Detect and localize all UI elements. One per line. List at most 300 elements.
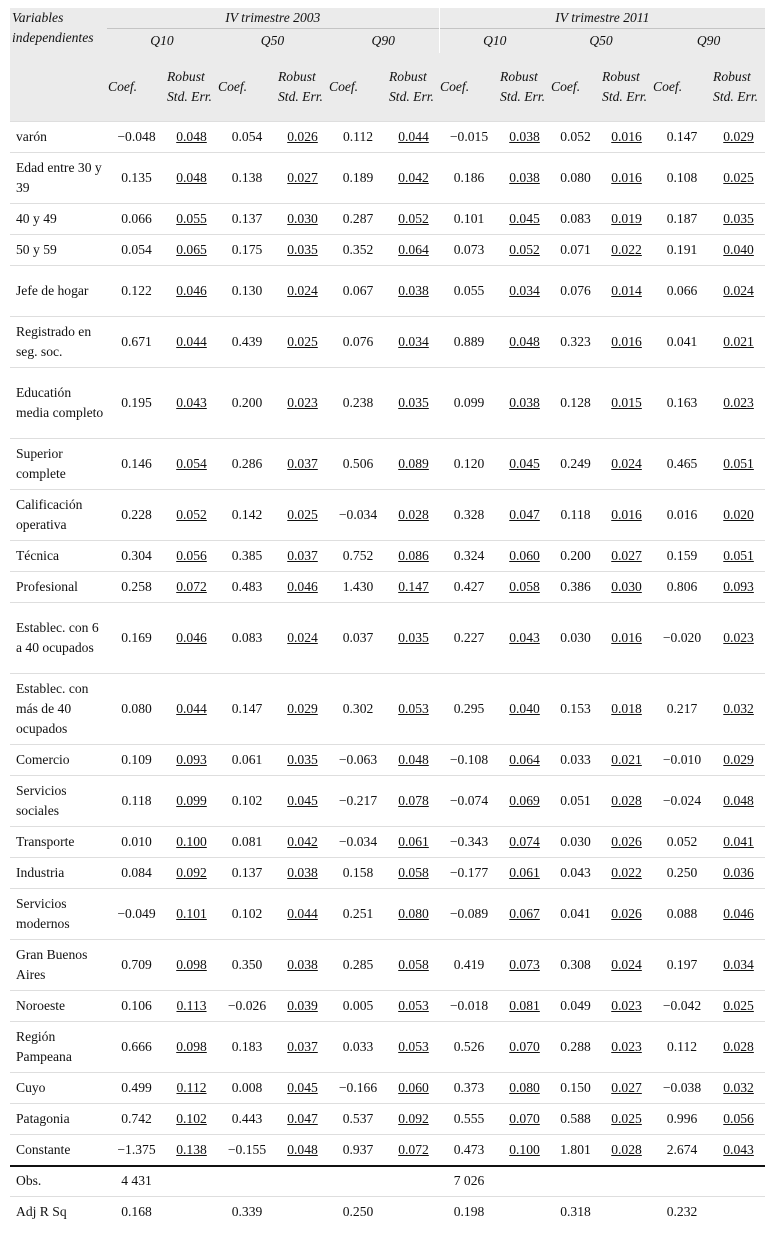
row-label: Constante xyxy=(10,1135,107,1166)
std-err-value: 0.048 xyxy=(723,793,754,808)
std-err-cell xyxy=(277,858,328,889)
std-err-cell xyxy=(712,889,765,940)
std-err-cell xyxy=(601,1073,652,1104)
coef-cell: 1.430 xyxy=(328,572,388,603)
std-err-cell xyxy=(712,1073,765,1104)
std-err-value: 0.046 xyxy=(723,906,754,921)
std-err-cell xyxy=(388,541,439,572)
table-row xyxy=(10,122,765,153)
std-err-value: 0.016 xyxy=(611,507,642,522)
table-row xyxy=(10,603,765,674)
std-err-value: 0.029 xyxy=(287,701,318,716)
std-err-cell xyxy=(166,889,217,940)
std-err-cell xyxy=(277,317,328,368)
coef-cell: −0.108 xyxy=(439,745,499,776)
std-err-cell xyxy=(277,1022,328,1073)
std-err-cell xyxy=(601,940,652,991)
std-err-value: 0.065 xyxy=(176,242,207,257)
table-row xyxy=(10,235,765,266)
coef-cell: 0.137 xyxy=(217,204,277,235)
coef-cell: 0.052 xyxy=(550,122,601,153)
quantile-header: Q10 xyxy=(107,29,217,54)
coef-cell: 0.030 xyxy=(550,827,601,858)
std-err-value: 0.101 xyxy=(176,906,207,921)
table-row xyxy=(10,1073,765,1104)
std-err-cell xyxy=(166,439,217,490)
table-row xyxy=(10,1022,765,1073)
std-err-value: 0.025 xyxy=(611,1111,642,1126)
std-err-cell xyxy=(499,153,550,204)
coef-cell: 0.076 xyxy=(328,317,388,368)
coef-cell: 0.238 xyxy=(328,368,388,439)
row-label: varón xyxy=(10,122,107,153)
coef-cell: 0.308 xyxy=(550,940,601,991)
row-label: Profesional xyxy=(10,572,107,603)
std-err-cell xyxy=(499,204,550,235)
std-err-cell xyxy=(277,674,328,745)
coef-cell: 0.054 xyxy=(217,122,277,153)
std-err-value: 0.043 xyxy=(176,395,207,410)
std-err-cell xyxy=(277,745,328,776)
std-err-cell xyxy=(166,745,217,776)
std-err-value: 0.026 xyxy=(611,906,642,921)
coef-cell: 0.198 xyxy=(439,1197,499,1228)
table-row xyxy=(10,266,765,317)
coef-cell: 0.102 xyxy=(217,889,277,940)
std-err-value: 0.045 xyxy=(287,793,318,808)
std-err-cell xyxy=(388,368,439,439)
std-err-cell xyxy=(388,317,439,368)
std-err-cell xyxy=(601,1166,652,1197)
std-err-value: 0.021 xyxy=(723,334,754,349)
coef-cell: 0.076 xyxy=(550,266,601,317)
std-err-value: 0.038 xyxy=(287,957,318,972)
std-err-value: 0.035 xyxy=(398,630,429,645)
std-err-cell xyxy=(277,235,328,266)
std-err-cell xyxy=(712,266,765,317)
coef-cell: −0.048 xyxy=(107,122,166,153)
std-err-value: 0.030 xyxy=(287,211,318,226)
std-err-cell xyxy=(388,1073,439,1104)
std-err-cell xyxy=(388,122,439,153)
std-err-value: 0.058 xyxy=(398,957,429,972)
std-err-cell xyxy=(601,572,652,603)
std-err-cell xyxy=(712,1104,765,1135)
std-err-cell xyxy=(499,889,550,940)
std-err-cell xyxy=(601,991,652,1022)
coef-cell: −0.217 xyxy=(328,776,388,827)
coef-cell: 0.286 xyxy=(217,439,277,490)
coef-cell: 0.147 xyxy=(652,122,712,153)
std-err-cell xyxy=(601,317,652,368)
table-row xyxy=(10,368,765,439)
coef-cell: −0.074 xyxy=(439,776,499,827)
std-err-value: 0.038 xyxy=(509,395,540,410)
coef-cell: 0.008 xyxy=(217,1073,277,1104)
robust-se-header: Robust Std. Err. xyxy=(712,53,765,122)
std-err-value: 0.072 xyxy=(176,579,207,594)
row-label: Transporte xyxy=(10,827,107,858)
std-err-cell xyxy=(601,827,652,858)
std-err-value: 0.052 xyxy=(398,211,429,226)
std-err-value: 0.038 xyxy=(287,865,318,880)
std-err-cell xyxy=(166,204,217,235)
regression-table xyxy=(10,8,765,1228)
coef-cell: −0.018 xyxy=(439,991,499,1022)
coef-cell: 0.112 xyxy=(652,1022,712,1073)
coef-cell: 0.339 xyxy=(217,1197,277,1228)
coef-cell: 0.195 xyxy=(107,368,166,439)
coef-header: Coef. xyxy=(439,53,499,122)
coef-cell: 0.555 xyxy=(439,1104,499,1135)
row-label: Calificación operativa xyxy=(10,490,107,541)
std-err-value: 0.022 xyxy=(611,242,642,257)
std-err-cell xyxy=(712,827,765,858)
coef-cell: −0.049 xyxy=(107,889,166,940)
std-err-cell xyxy=(166,1104,217,1135)
coef-cell: −0.089 xyxy=(439,889,499,940)
std-err-cell xyxy=(388,439,439,490)
std-err-cell xyxy=(601,1197,652,1228)
std-err-cell xyxy=(712,940,765,991)
std-err-cell xyxy=(499,317,550,368)
std-err-cell xyxy=(277,1197,328,1228)
coef-cell: 0.005 xyxy=(328,991,388,1022)
coef-cell: 0.419 xyxy=(439,940,499,991)
std-err-value: 0.055 xyxy=(176,211,207,226)
quantile-header: Q50 xyxy=(550,29,652,54)
std-err-cell xyxy=(499,674,550,745)
coef-cell: 0.080 xyxy=(107,674,166,745)
coef-cell: 0.439 xyxy=(217,317,277,368)
coef-header: Coef. xyxy=(550,53,601,122)
coef-cell: 0.043 xyxy=(550,858,601,889)
std-err-cell xyxy=(601,235,652,266)
std-err-value: 0.023 xyxy=(723,630,754,645)
coef-cell: 0.285 xyxy=(328,940,388,991)
std-err-value: 0.037 xyxy=(287,456,318,471)
std-err-value: 0.023 xyxy=(611,998,642,1013)
std-err-value: 0.098 xyxy=(176,957,207,972)
std-err-cell xyxy=(499,1166,550,1197)
quantile-header: Q90 xyxy=(652,29,765,54)
row-label: 50 y 59 xyxy=(10,235,107,266)
coef-cell: −0.343 xyxy=(439,827,499,858)
std-err-cell xyxy=(388,1135,439,1166)
std-err-value: 0.053 xyxy=(398,998,429,1013)
coef-cell: 0.889 xyxy=(439,317,499,368)
coef-cell: 0.996 xyxy=(652,1104,712,1135)
coef-header-row xyxy=(10,53,765,122)
std-err-value: 0.041 xyxy=(723,834,754,849)
std-err-value: 0.058 xyxy=(509,579,540,594)
coef-cell: 0.318 xyxy=(550,1197,601,1228)
std-err-value: 0.048 xyxy=(176,129,207,144)
std-err-cell xyxy=(499,1073,550,1104)
coef-cell: 0.135 xyxy=(107,153,166,204)
coef-cell: 0.752 xyxy=(328,541,388,572)
row-label: Región Pampeana xyxy=(10,1022,107,1073)
std-err-value: 0.032 xyxy=(723,701,754,716)
std-err-cell xyxy=(388,1166,439,1197)
coef-cell: 0.373 xyxy=(439,1073,499,1104)
quantile-header-row xyxy=(10,29,765,54)
std-err-value: 0.044 xyxy=(176,334,207,349)
std-err-cell xyxy=(499,572,550,603)
std-err-value: 0.034 xyxy=(398,334,429,349)
coef-cell: 0.191 xyxy=(652,235,712,266)
robust-se-header: Robust Std. Err. xyxy=(166,53,217,122)
std-err-value: 0.022 xyxy=(611,865,642,880)
std-err-cell xyxy=(499,490,550,541)
std-err-cell xyxy=(712,317,765,368)
std-err-value: 0.060 xyxy=(398,1080,429,1095)
std-err-cell xyxy=(277,541,328,572)
coef-cell: 0.118 xyxy=(107,776,166,827)
coef-cell: 0.137 xyxy=(217,858,277,889)
std-err-cell xyxy=(166,1197,217,1228)
coef-cell: 0.175 xyxy=(217,235,277,266)
std-err-value: 0.048 xyxy=(287,1141,318,1157)
std-err-value: 0.028 xyxy=(723,1039,754,1054)
std-err-value: 0.052 xyxy=(509,242,540,257)
coef-cell: 0.742 xyxy=(107,1104,166,1135)
table-row xyxy=(10,745,765,776)
std-err-value: 0.035 xyxy=(287,752,318,767)
quantile-header: Q10 xyxy=(439,29,550,54)
coef-cell: 0.101 xyxy=(439,204,499,235)
std-err-value: 0.029 xyxy=(723,752,754,767)
table-row xyxy=(10,1166,765,1197)
coef-cell: 0.073 xyxy=(439,235,499,266)
coef-cell: 0.081 xyxy=(217,827,277,858)
std-err-value: 0.048 xyxy=(176,170,207,185)
std-err-value: 0.093 xyxy=(723,579,754,594)
std-err-value: 0.035 xyxy=(287,242,318,257)
std-err-value: 0.025 xyxy=(287,334,318,349)
std-err-cell xyxy=(388,204,439,235)
coef-cell: 0.159 xyxy=(652,541,712,572)
coef-cell: 0.443 xyxy=(217,1104,277,1135)
robust-se-header: Robust Std. Err. xyxy=(277,53,328,122)
coef-cell: 0.071 xyxy=(550,235,601,266)
std-err-cell xyxy=(712,122,765,153)
std-err-value: 0.038 xyxy=(398,283,429,298)
std-err-cell xyxy=(388,940,439,991)
std-err-cell xyxy=(166,1022,217,1073)
coef-cell: 4 431 xyxy=(121,1173,152,1189)
std-err-cell xyxy=(388,1197,439,1228)
std-err-value: 0.044 xyxy=(398,129,429,144)
std-err-cell xyxy=(712,745,765,776)
std-err-cell xyxy=(499,266,550,317)
std-err-value: 0.058 xyxy=(398,865,429,880)
coef-cell: 0.499 xyxy=(107,1073,166,1104)
std-err-value: 0.064 xyxy=(398,242,429,257)
std-err-cell xyxy=(388,889,439,940)
std-err-cell xyxy=(601,541,652,572)
std-err-value: 0.072 xyxy=(398,1141,429,1157)
std-err-cell xyxy=(388,991,439,1022)
robust-se-header: Robust Std. Err. xyxy=(499,53,550,122)
coef-cell: 0.055 xyxy=(439,266,499,317)
std-err-value: 0.036 xyxy=(723,865,754,880)
std-err-value: 0.029 xyxy=(723,129,754,144)
std-err-cell xyxy=(712,439,765,490)
std-err-value: 0.015 xyxy=(611,395,642,410)
std-err-cell xyxy=(277,439,328,490)
std-err-value: 0.056 xyxy=(723,1111,754,1126)
std-err-cell xyxy=(499,991,550,1022)
std-err-cell xyxy=(601,1135,652,1166)
table-row xyxy=(10,1104,765,1135)
coef-cell: 0.168 xyxy=(107,1197,166,1228)
std-err-cell xyxy=(712,204,765,235)
period-2003-header: IV trimestre 2003 xyxy=(107,8,439,29)
std-err-value: 0.100 xyxy=(509,1141,540,1157)
coef-cell: 0.054 xyxy=(107,235,166,266)
std-err-value: 0.038 xyxy=(509,129,540,144)
coef-cell: 0.030 xyxy=(550,603,601,674)
std-err-cell xyxy=(601,122,652,153)
std-err-cell xyxy=(277,204,328,235)
std-err-value: 0.043 xyxy=(723,1141,754,1157)
std-err-cell xyxy=(712,1197,765,1228)
coef-cell: 0.051 xyxy=(550,776,601,827)
coef-cell: 0.080 xyxy=(550,153,601,204)
std-err-value: 0.081 xyxy=(509,998,540,1013)
std-err-value: 0.026 xyxy=(611,834,642,849)
robust-se-header: Robust Std. Err. xyxy=(388,53,439,122)
std-err-cell xyxy=(166,266,217,317)
std-err-cell xyxy=(601,674,652,745)
std-err-cell xyxy=(277,603,328,674)
std-err-cell xyxy=(712,153,765,204)
std-err-value: 0.014 xyxy=(611,283,642,298)
table-row xyxy=(10,541,765,572)
coef-cell: 0.147 xyxy=(217,674,277,745)
std-err-cell xyxy=(166,940,217,991)
coef-cell xyxy=(652,1166,712,1197)
std-err-value: 0.027 xyxy=(287,170,318,185)
table-row xyxy=(10,1135,765,1166)
std-err-value: 0.044 xyxy=(287,906,318,921)
std-err-value: 0.045 xyxy=(287,1080,318,1095)
coef-cell: 0.806 xyxy=(652,572,712,603)
std-err-value: 0.028 xyxy=(611,793,642,808)
quantile-header: Q50 xyxy=(217,29,328,54)
std-err-cell xyxy=(277,368,328,439)
std-err-cell xyxy=(499,776,550,827)
std-err-cell xyxy=(277,1104,328,1135)
table-row xyxy=(10,490,765,541)
table-row xyxy=(10,827,765,858)
std-err-cell xyxy=(712,235,765,266)
coef-cell: 0.249 xyxy=(550,439,601,490)
coef-cell: 0.228 xyxy=(107,490,166,541)
table-row xyxy=(10,889,765,940)
coef-header: Coef. xyxy=(107,53,166,122)
std-err-cell xyxy=(499,439,550,490)
std-err-cell xyxy=(166,603,217,674)
std-err-value: 0.032 xyxy=(723,1080,754,1095)
std-err-value: 0.024 xyxy=(287,630,318,645)
std-err-cell xyxy=(601,439,652,490)
std-err-cell xyxy=(277,991,328,1022)
row-label: Adj R Sq xyxy=(10,1197,107,1228)
coef-cell: 0.033 xyxy=(328,1022,388,1073)
coef-cell: 0.158 xyxy=(328,858,388,889)
coef-header: Coef. xyxy=(328,53,388,122)
std-err-cell xyxy=(277,153,328,204)
coef-cell: 0.328 xyxy=(439,490,499,541)
std-err-cell xyxy=(499,1135,550,1166)
std-err-cell xyxy=(499,940,550,991)
coef-cell: 0.473 xyxy=(439,1135,499,1166)
std-err-value: 0.027 xyxy=(611,1080,642,1095)
row-label: 40 y 49 xyxy=(10,204,107,235)
std-err-value: 0.067 xyxy=(509,906,540,921)
coef-cell: 0.465 xyxy=(652,439,712,490)
std-err-cell xyxy=(712,776,765,827)
coef-cell: 0.146 xyxy=(107,439,166,490)
row-label: Establec. con 6 a 40 ocupados xyxy=(10,603,107,674)
coef-cell: −0.024 xyxy=(652,776,712,827)
coef-cell: 0.288 xyxy=(550,1022,601,1073)
std-err-value: 0.098 xyxy=(176,1039,207,1054)
table-row xyxy=(10,153,765,204)
std-err-cell xyxy=(499,1104,550,1135)
std-err-cell xyxy=(499,827,550,858)
std-err-cell xyxy=(499,235,550,266)
std-err-cell xyxy=(277,122,328,153)
std-err-value: 0.023 xyxy=(287,395,318,410)
std-err-cell xyxy=(601,1104,652,1135)
std-err-value: 0.040 xyxy=(509,701,540,716)
std-err-cell xyxy=(712,603,765,674)
std-err-cell xyxy=(388,827,439,858)
std-err-value: 0.052 xyxy=(176,507,207,522)
std-err-cell xyxy=(388,490,439,541)
row-label: Gran Buenos Aires xyxy=(10,940,107,991)
row-label: Noroeste xyxy=(10,991,107,1022)
std-err-value: 0.043 xyxy=(509,630,540,645)
coef-cell: 0.937 xyxy=(328,1135,388,1166)
table-row xyxy=(10,1197,765,1228)
std-err-value: 0.042 xyxy=(287,834,318,849)
std-err-cell xyxy=(712,991,765,1022)
std-err-cell xyxy=(499,1197,550,1228)
coef-cell: 0.041 xyxy=(550,889,601,940)
std-err-value: 0.069 xyxy=(509,793,540,808)
coef-cell: 0.666 xyxy=(107,1022,166,1073)
std-err-value: 0.061 xyxy=(509,865,540,880)
std-err-cell xyxy=(712,490,765,541)
std-err-cell xyxy=(277,1073,328,1104)
coef-cell: 0.671 xyxy=(107,317,166,368)
coef-cell: −0.015 xyxy=(439,122,499,153)
std-err-value: 0.048 xyxy=(509,334,540,349)
std-err-value: 0.037 xyxy=(287,1039,318,1054)
std-err-value: 0.024 xyxy=(723,283,754,298)
coef-cell: 0.088 xyxy=(652,889,712,940)
coef-cell: −0.034 xyxy=(328,490,388,541)
table-row xyxy=(10,858,765,889)
coef-cell: 0.323 xyxy=(550,317,601,368)
std-err-value: 0.035 xyxy=(398,395,429,410)
std-err-value: 0.045 xyxy=(509,211,540,226)
table-row xyxy=(10,317,765,368)
